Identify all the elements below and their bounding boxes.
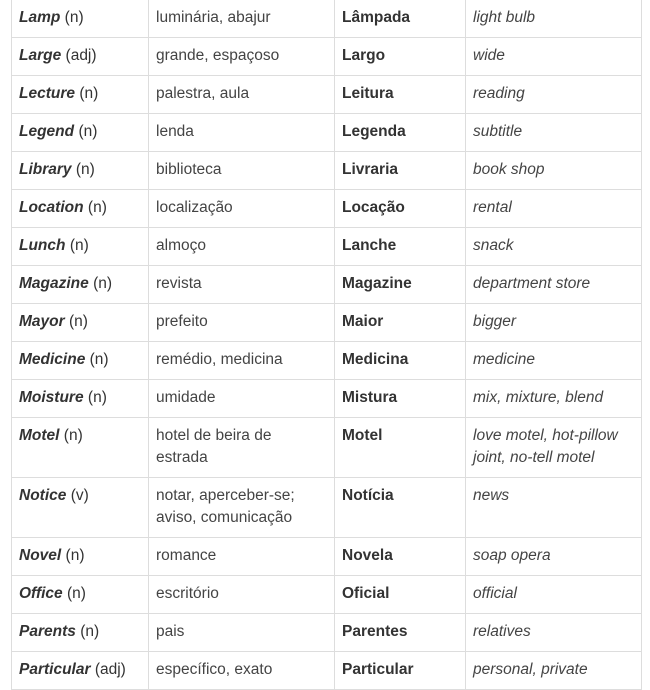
false-friends-table xyxy=(11,0,642,690)
table-row xyxy=(12,76,642,114)
portuguese-meaning: prefeito xyxy=(149,304,335,342)
false-friend-word: Largo xyxy=(335,38,466,76)
english-word-cell xyxy=(12,380,149,418)
english-word: Novel xyxy=(19,547,62,564)
part-of-speech: (n) xyxy=(65,547,85,564)
english-word-cell xyxy=(12,266,149,304)
portuguese-meaning: lenda xyxy=(149,114,335,152)
false-friend-word: Novela xyxy=(335,538,466,576)
false-friend-word: Legenda xyxy=(335,114,466,152)
table-row xyxy=(12,38,642,76)
english-word: Library xyxy=(19,161,72,178)
false-friend-meaning: mix, mixture, blend xyxy=(466,380,642,418)
table-row xyxy=(12,576,642,614)
table-row xyxy=(12,380,642,418)
false-friend-word: Maior xyxy=(335,304,466,342)
part-of-speech: (n) xyxy=(69,237,89,254)
english-word: Notice xyxy=(19,487,67,504)
portuguese-meaning: romance xyxy=(149,538,335,576)
portuguese-meaning: biblioteca xyxy=(149,152,335,190)
portuguese-meaning: notar, aperceber-se; aviso, comunicação xyxy=(149,478,335,538)
false-friend-meaning: wide xyxy=(466,38,642,76)
english-word: Office xyxy=(19,585,63,602)
part-of-speech: (n) xyxy=(63,427,83,444)
portuguese-meaning: pais xyxy=(149,614,335,652)
table-row xyxy=(12,190,642,228)
false-friend-word: Motel xyxy=(335,418,466,478)
part-of-speech: (n) xyxy=(66,585,86,602)
english-word-cell xyxy=(12,304,149,342)
part-of-speech: (n) xyxy=(75,161,95,178)
part-of-speech: (n) xyxy=(80,623,100,640)
table-row xyxy=(12,478,642,538)
part-of-speech: (n) xyxy=(93,275,113,292)
table-row xyxy=(12,538,642,576)
table-row xyxy=(12,418,642,478)
false-friend-meaning: relatives xyxy=(466,614,642,652)
portuguese-meaning: luminária, abajur xyxy=(149,0,335,38)
table-row xyxy=(12,266,642,304)
part-of-speech: (adj) xyxy=(65,47,97,64)
false-friends-table-container xyxy=(11,0,641,690)
portuguese-meaning: umidade xyxy=(149,380,335,418)
part-of-speech: (n) xyxy=(87,199,107,216)
english-word: Mayor xyxy=(19,313,65,330)
false-friend-word: Mistura xyxy=(335,380,466,418)
portuguese-meaning: específico, exato xyxy=(149,652,335,690)
false-friend-meaning: medicine xyxy=(466,342,642,380)
portuguese-meaning: almoço xyxy=(149,228,335,266)
false-friend-word: Lâmpada xyxy=(335,0,466,38)
portuguese-meaning: remédio, medicina xyxy=(149,342,335,380)
english-word: Lamp xyxy=(19,9,61,26)
false-friend-word: Parentes xyxy=(335,614,466,652)
english-word: Motel xyxy=(19,427,60,444)
part-of-speech: (n) xyxy=(89,351,109,368)
false-friend-meaning: snack xyxy=(466,228,642,266)
english-word-cell xyxy=(12,538,149,576)
false-friend-meaning: official xyxy=(466,576,642,614)
english-word-cell xyxy=(12,0,149,38)
false-friend-word: Notícia xyxy=(335,478,466,538)
table-row xyxy=(12,304,642,342)
english-word: Medicine xyxy=(19,351,86,368)
false-friend-meaning: news xyxy=(466,478,642,538)
false-friend-meaning: personal, private xyxy=(466,652,642,690)
english-word-cell xyxy=(12,614,149,652)
false-friend-word: Locação xyxy=(335,190,466,228)
english-word: Parents xyxy=(19,623,76,640)
part-of-speech: (n) xyxy=(87,389,107,406)
english-word-cell xyxy=(12,576,149,614)
part-of-speech: (n) xyxy=(68,313,88,330)
false-friend-meaning: soap opera xyxy=(466,538,642,576)
portuguese-meaning: localização xyxy=(149,190,335,228)
english-word-cell xyxy=(12,228,149,266)
english-word: Large xyxy=(19,47,62,64)
false-friend-word: Oficial xyxy=(335,576,466,614)
english-word: Moisture xyxy=(19,389,84,406)
english-word-cell xyxy=(12,114,149,152)
false-friend-meaning: light bulb xyxy=(466,0,642,38)
portuguese-meaning: grande, espaçoso xyxy=(149,38,335,76)
table-row xyxy=(12,614,642,652)
part-of-speech: (v) xyxy=(70,487,89,504)
false-friend-word: Magazine xyxy=(335,266,466,304)
table-body xyxy=(12,0,642,690)
false-friend-word: Medicina xyxy=(335,342,466,380)
portuguese-meaning: palestra, aula xyxy=(149,76,335,114)
english-word-cell xyxy=(12,38,149,76)
portuguese-meaning: escritório xyxy=(149,576,335,614)
english-word-cell xyxy=(12,152,149,190)
english-word: Legend xyxy=(19,123,75,140)
english-word-cell xyxy=(12,76,149,114)
false-friend-meaning: love motel, hot-pillow joint, no-tell motel xyxy=(466,418,642,478)
english-word: Lunch xyxy=(19,237,66,254)
part-of-speech: (n) xyxy=(64,9,84,26)
false-friend-meaning: bigger xyxy=(466,304,642,342)
false-friend-word: Leitura xyxy=(335,76,466,114)
table-row xyxy=(12,342,642,380)
table-row xyxy=(12,0,642,38)
table-row xyxy=(12,114,642,152)
part-of-speech: (adj) xyxy=(94,661,126,678)
false-friend-word: Livraria xyxy=(335,152,466,190)
part-of-speech: (n) xyxy=(79,85,99,102)
english-word: Lecture xyxy=(19,85,75,102)
false-friend-meaning: rental xyxy=(466,190,642,228)
english-word-cell xyxy=(12,478,149,538)
portuguese-meaning: hotel de beira de estrada xyxy=(149,418,335,478)
portuguese-meaning: revista xyxy=(149,266,335,304)
part-of-speech: (n) xyxy=(78,123,98,140)
false-friend-word: Particular xyxy=(335,652,466,690)
english-word-cell xyxy=(12,652,149,690)
english-word-cell xyxy=(12,342,149,380)
false-friend-word: Lanche xyxy=(335,228,466,266)
false-friend-meaning: book shop xyxy=(466,152,642,190)
english-word-cell xyxy=(12,418,149,478)
table-row xyxy=(12,652,642,690)
english-word: Location xyxy=(19,199,84,216)
false-friend-meaning: subtitle xyxy=(466,114,642,152)
english-word: Magazine xyxy=(19,275,89,292)
false-friend-meaning: department store xyxy=(466,266,642,304)
table-row xyxy=(12,152,642,190)
english-word-cell xyxy=(12,190,149,228)
english-word: Particular xyxy=(19,661,91,678)
table-row xyxy=(12,228,642,266)
false-friend-meaning: reading xyxy=(466,76,642,114)
